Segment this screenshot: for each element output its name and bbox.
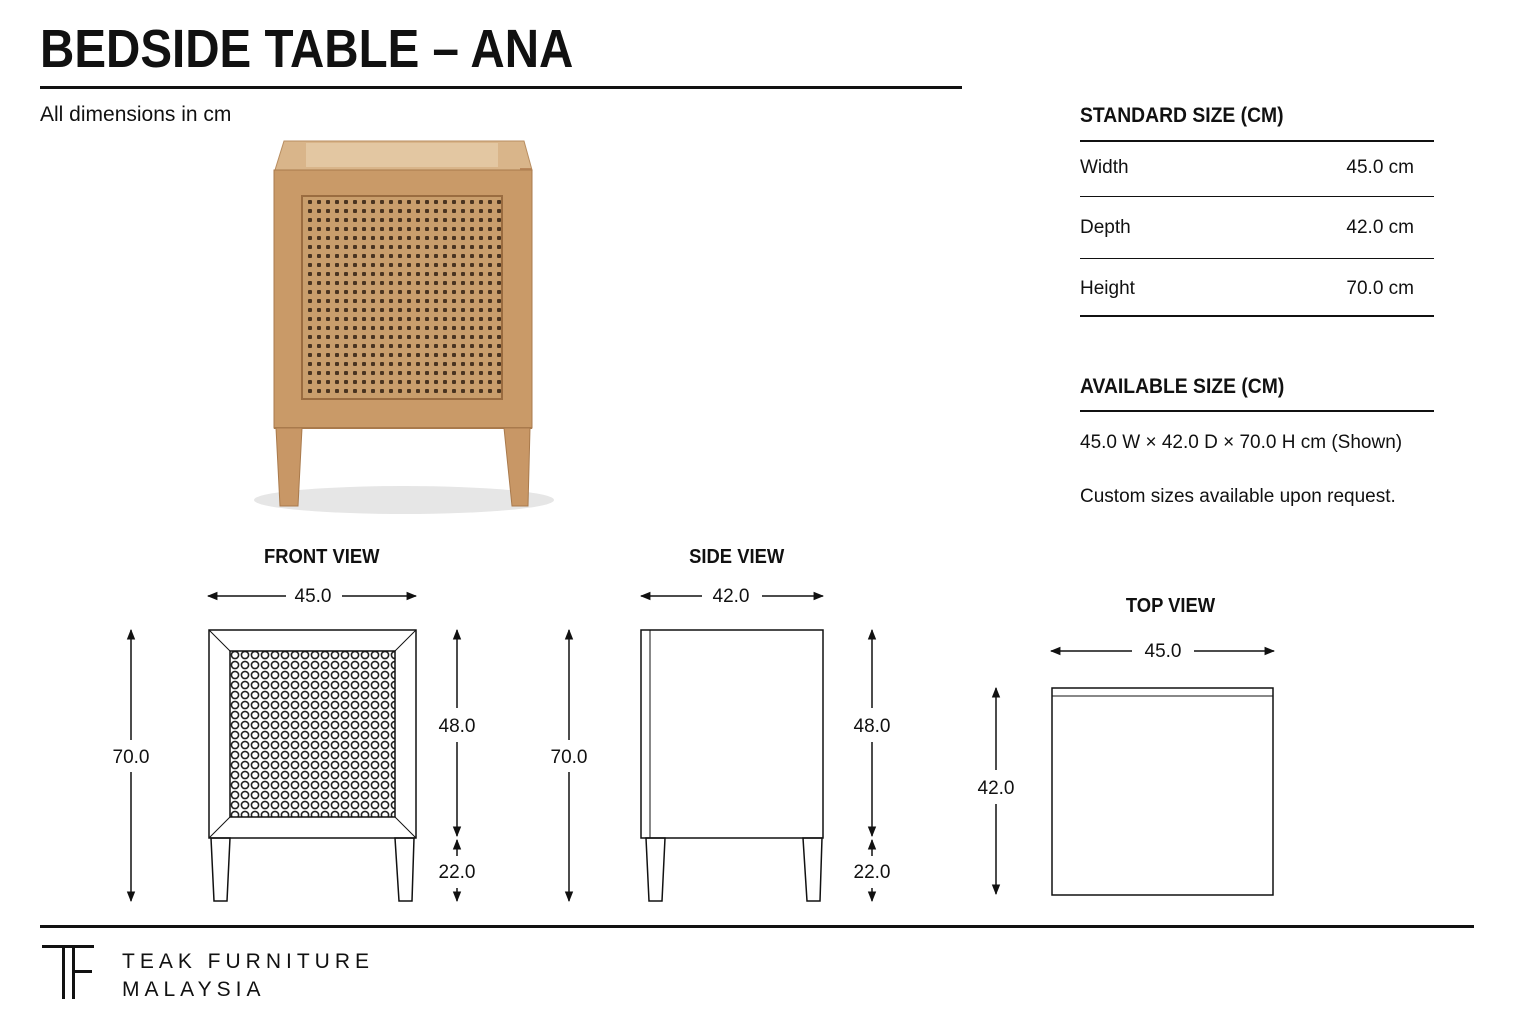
depth-label: Depth: [1080, 217, 1131, 238]
leg: [211, 838, 230, 901]
top-view-drawing: [996, 651, 1274, 895]
front-view-drawing: [131, 596, 457, 901]
available-size-heading: AVAILABLE SIZE (CM): [1080, 375, 1285, 398]
available-size-shown: 45.0 W × 42.0 D × 70.0 H cm (Shown): [1080, 432, 1403, 453]
side-height-dim: 70.0: [550, 747, 588, 768]
top-width-dim: 45.0: [1144, 641, 1182, 662]
front-leg-height-dim: 22.0: [438, 862, 476, 883]
side-leg-height-dim: 22.0: [853, 862, 891, 883]
page-title: BEDSIDE TABLE – ANA: [40, 19, 574, 79]
side-body-height-dim: 48.0: [853, 716, 891, 737]
brand-line-1: TEAK FURNITURE: [122, 950, 375, 973]
custom-size-note: Custom sizes available upon request.: [1080, 486, 1396, 507]
top-depth-dim: 42.0: [977, 778, 1015, 799]
front-body-height-dim: 48.0: [438, 716, 476, 737]
height-value: 70.0 cm: [1346, 278, 1414, 299]
rattan-panel: [302, 196, 502, 399]
top-inset: [306, 143, 498, 167]
standard-size-heading: STANDARD SIZE (CM): [1080, 104, 1284, 127]
brand-line-2: MALAYSIA: [122, 978, 266, 1001]
footer-divider: [40, 925, 1474, 928]
side-view-label: SIDE VIEW: [689, 546, 785, 568]
cane-mesh: [230, 651, 395, 817]
height-label: Height: [1080, 278, 1135, 299]
front-height-dim: 70.0: [112, 747, 150, 768]
width-label: Width: [1080, 157, 1129, 178]
units-note: All dimensions in cm: [40, 103, 232, 126]
front-width-dim: 45.0: [294, 586, 332, 607]
depth-value: 42.0 cm: [1346, 217, 1414, 238]
side-view-drawing: [569, 596, 872, 901]
brand-name: [122, 948, 374, 1004]
top-view-label: TOP VIEW: [1125, 595, 1216, 617]
product-illustration: [254, 141, 554, 514]
front-view-label: FRONT VIEW: [264, 546, 380, 568]
width-value: 45.0 cm: [1346, 157, 1414, 178]
leg: [803, 838, 822, 901]
leg: [646, 838, 665, 901]
side-depth-dim: 42.0: [712, 586, 750, 607]
leg: [276, 428, 302, 506]
brand-logo: [42, 945, 94, 999]
leg: [395, 838, 414, 901]
